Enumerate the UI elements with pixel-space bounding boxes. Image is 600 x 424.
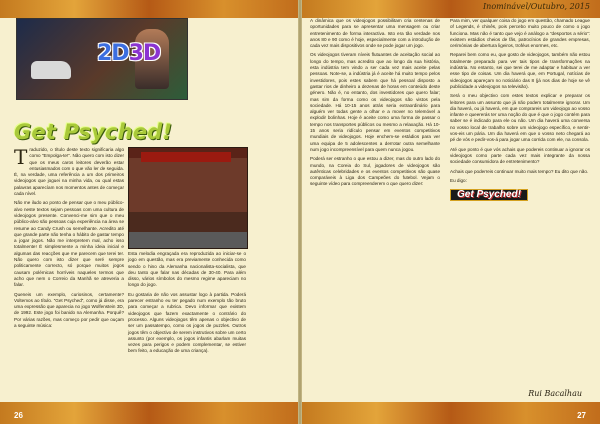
2d3d-logo: 2D3D — [97, 41, 161, 66]
paragraph: Para mim, ver qualquer coisa do jogo em questão, chamado League of Legends, é chinês, pois percebo muito pouco de como o jogo funciona. Mas não é tanto que vejo é análogo a “desportos a sério”: existem estádios cheios de fãs, patrocínios de grandes empresas, cerimónias de abertura ligeiros, troféus enormes, etc. — [450, 18, 590, 49]
left-column-2 — [128, 251, 246, 409]
paragraph: Não me iludo ao ponto de pensar que o meu público-alvo neste textos sejam pessoas com uma cultura de videojogos presente. Convenci-me sim que o meu público-alvo são pessoas cuja experiência na área se resume ao Candy Crush ou semelhante. Acredito até que grande parte não tenha o hábito de gastar tempo a jogar jogos. Não me interpretem mal, acho isso totalmente! É simplesmente a minha ideia inicial e algumas das reacções que me parecem que terei ter. Não quero com isto dizer que seré sempre politicamente correcto, só porque muitos jogos causam polémicas horríveis naqueles termos que acho que nem o Correio da Manhã se atreveria a falar. — [14, 200, 124, 288]
author-signature: Rui Bacalhau — [528, 389, 582, 398]
game-floor — [129, 212, 247, 232]
paragraph: Poderá ser estranho o que estou a dizer, mas do outro lado do mundo, na Coreia do Sul, jogadores de videojogos são autênticas celebridades e os eventos competitivos são quase comparáveis à Liga dos Campeões do futebol. Vejam o seguinte vídeo para compreenderem o que quero dizer: — [310, 156, 440, 187]
get-psyched-banner: Get Psyched! — [450, 189, 528, 201]
issue-header: Inominável/Outubro, 2015 — [483, 2, 590, 11]
paragraph: Achais que poderreis continuar muito mais tempo? Eu dito que não. — [450, 168, 589, 174]
page-number-right: 27 — [577, 411, 586, 420]
paragraph: A dinâmica que os videojogos possibilitam cria centenas de oportunidades para se apresentar uma mensagem ou criar entretenimento de forma interactiva. Isto era tão verdade nos anos 80 e 90 como é hoje, especialmente com a introdução de cada vez mais dispositivos onde se pode jogar um jogo. — [310, 18, 440, 49]
right-column-2 — [450, 18, 590, 408]
article-title: Get Psyched! — [14, 120, 173, 144]
paragraph: Reparei bem como eu, que gosto de videojogos, também não estou totalmente preparado para ver tais tipos de transformações na indústria. No entanto, sei que terei de me adaptar e habituar a ver esse tipo de coisas. Um dia haverá que, em Portugal, notícias de videojogos apareçam no noticiário das 8 (já nos dias de hoje se vê publicidade a videojogos na televisão). — [450, 52, 590, 89]
drop-cap: T — [14, 145, 28, 169]
paragraph: raduzido, o título deste texto significaria algo como “Empolga-te!”. Não quero com isto dizer que os meus caros leitores deverão estar entusiasmados com o que vão ler de seguida. É, na verdade, uma referência a um dos primeiros videojogos que joguei na minha vida, ou qual estas palavras aparecíam nos momentos antes de começar cada nível. — [14, 147, 124, 197]
rally-car-illustration — [31, 61, 71, 79]
paragraph: Até que ponto é que vós achais que podereis continuar a ignorar os videojogos como parte cada vez mais integrante da nossa sociedade consumidora de entretenimento? — [450, 146, 590, 165]
autumn-leaves-top-band — [0, 0, 298, 18]
paragraph: Eu digo: — [450, 177, 467, 183]
right-column-1 — [310, 18, 440, 408]
game-logo-banner — [141, 152, 231, 162]
game-hud — [129, 232, 247, 248]
autumn-leaves-bottom-band — [302, 402, 600, 424]
left-column-1 — [14, 147, 124, 409]
paragraph: Eu gostaria de não vos assustar logo à partida. Poderá parecer estranho eu ter pegado num exemplo tão bruto para começar a rubrica. Devo informar que existem videojogos que fazem exactamente o contrário do processo. Alguns videojogos têm apenas o objectivo de ser um passatempo, como os jogos de puzzles. Outros jogos têm o objectivo de serem instrutivos sobre um certo assunto (por exemplo, os jogos infantis abarlam muitas vezes para perigos e podem complementar, se estiver bem feito, a educação de uma criança). — [128, 291, 246, 354]
wolfenstein-screenshot — [128, 147, 248, 249]
hero-collage-image — [16, 18, 188, 100]
paragraph: Queneis um exemplo, curiosinos, certamente? Voltemos ao título. “Get Psyched”, como já disse, era uma expressão que aparecia no jogo Wolfenstein 3D, de 1992. Este jogo foi banido na Alemanha. Porquê? Por várias razões, mas começo por pedir que ouçam a seguinte música: — [14, 291, 124, 329]
left-page — [0, 0, 298, 424]
paragraph: Será o meu objectivo com estes textos explicar e preparar os leitores para um assunto que já não podem totalmente ignorar. Um dia haverá, ou já haverá, em que comprareis um videojogo ao vosso infante e queererás ter uma noção do que é que o jogo contém para saber se é indicado para ele ou não. Um dia haverá uma conversa no vosso local de trabalho sobre um videojogo específico, e sentir-vos-eis um pária. Um dia haverá em que o vosso neto chegará ao pé de vós e pedir-vos-á para jogar uma corrida com ele, na consola. — [450, 93, 590, 143]
page-number-left: 26 — [14, 411, 23, 420]
right-page — [302, 0, 600, 424]
paragraph: Os videojogos tiveram níveis flutuantes de aceitação social ao longo do tempo, mas acredito que ao longo da sua história, esta indústria tem vindo a ser cada vez mais aceite pelas pessoas. Note-se, a indústria já é aceite há muito tempo pelos investidores, pois estes sabem que há pessoal disposto a gastar rios de dinheiro a dezenas de horas em conteúdo deste género. Não é, no entanto, dos investidores que quero falar; mas sim da forma como os videojogos são vistos pela sociedade. Há 10-15 anos atrás seria extraordinário para alguém ver todas gente a olhar e a mover no telemóvel a explodir bolinhas. Hoje é aceite como uma forma de passar o tempo nos transportes públicos ou mesmo a relaxação. Há 10-15 anos seria ridículo pensar em eventos competitivos mundiais de videojogos. Hoje enchem-se estádios para ver uma equipa de 5 adolescentes a derrotar outra semelhante num jogo incompreensível para quem nunca jogou. — [310, 52, 440, 152]
autumn-leaves-bottom-band — [0, 402, 298, 424]
paragraph: Esta melodia engraçada era reproduzida ao iniciar-se o jogo em questão, mas era previamente conhecida como sendo o hino da Alemanha nacionalista-socialista, que deu tanto que falar nas décadas de 30-40. Para além disso, vários símbolos do mesmo regime apareciam no longo do jogo. — [128, 251, 246, 288]
